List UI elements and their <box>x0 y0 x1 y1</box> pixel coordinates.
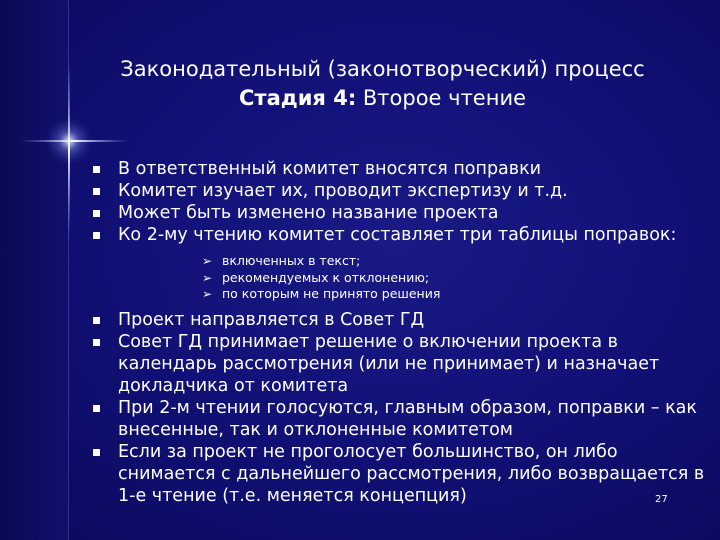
square-bullet-icon <box>93 317 100 324</box>
list-item-text: Может быть изменено название проекта <box>118 203 499 223</box>
square-bullet-icon <box>93 449 100 456</box>
stage-name: Второе чтение <box>356 86 527 110</box>
arrow-bullet-icon: ➢ <box>202 287 213 301</box>
list-item <box>90 180 710 202</box>
square-bullet-icon <box>93 188 100 195</box>
slide-title <box>110 55 655 113</box>
page-number: 27 <box>655 494 668 505</box>
list-item-text: Комитет изучает их, проводит экспертизу и т.д. <box>118 181 568 201</box>
square-bullet-icon <box>93 210 100 217</box>
list-item-text: Совет ГД принимает решение о включении проекта в календарь рассмотрения (или не принимает) и назначает докладчика от комитета <box>118 331 660 396</box>
sub-list-item <box>202 286 710 303</box>
sub-list <box>202 253 710 303</box>
bullet-list <box>90 158 710 507</box>
square-bullet-icon <box>93 405 100 412</box>
list-item <box>90 309 710 331</box>
sub-list-item <box>202 270 710 287</box>
subtitle-line <box>110 84 655 113</box>
title-line: Законодательный (законотворческий) процесс <box>120 57 645 81</box>
list-item-text: Если за проект не проголосует большинство, он либо снимается с дальнейшего рассмотрения, либо возвращается в 1-е чтение (т.е. меняется концепция) <box>118 441 705 506</box>
list-item-text: В ответственный комитет вносятся поправки <box>118 159 542 179</box>
sub-list-item-text: включенных в текст; <box>222 253 361 268</box>
arrow-bullet-icon: ➢ <box>202 270 213 285</box>
list-item <box>90 331 710 397</box>
list-item-text: При 2-м чтении голосуются, главным образом, поправки – как внесенные, так и отклоненные комитетом <box>118 397 697 440</box>
list-item <box>90 397 710 441</box>
list-item <box>90 441 710 507</box>
sub-list-item-text: по которым не принято решения <box>222 286 441 301</box>
square-bullet-icon <box>93 166 100 173</box>
list-item-text: Проект направляется в Совет ГД <box>118 309 425 330</box>
sub-list-item-text: рекомендуемых к отклонению; <box>222 269 430 285</box>
list-item-text: Ко 2-му чтению комитет составляет три таблицы поправок: <box>118 225 677 245</box>
square-bullet-icon <box>93 339 100 346</box>
list-item <box>90 158 710 180</box>
arrow-bullet-icon: ➢ <box>202 254 213 268</box>
sub-list-item <box>202 253 710 270</box>
list-item <box>90 202 710 224</box>
square-bullet-icon <box>93 232 100 239</box>
list-item <box>90 224 710 246</box>
stage-label: Стадия 4: <box>238 86 357 110</box>
